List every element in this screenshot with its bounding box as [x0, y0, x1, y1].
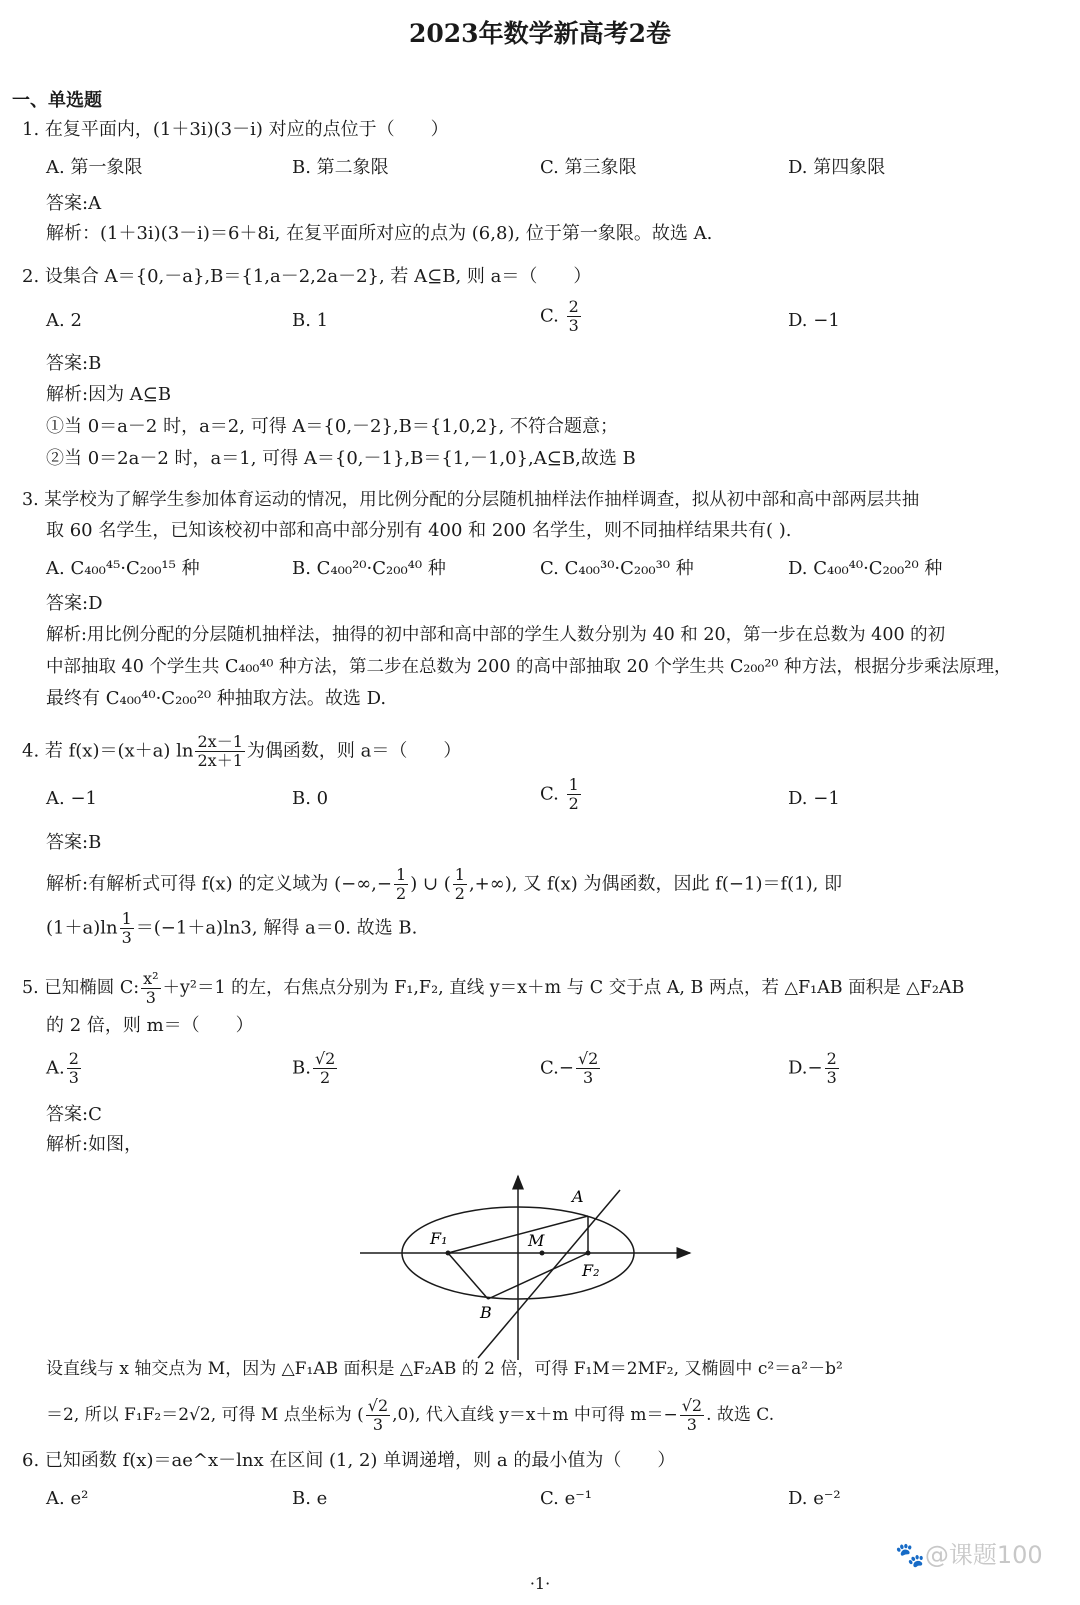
- q5-answer: 答案:C: [46, 1104, 102, 1125]
- q6-option-c: C. e⁻¹: [540, 1488, 592, 1509]
- q3-analysis-2: 中部抽取 40 个学生共 C₄₀₀⁴⁰ 种方法，第二步在总数为 200 的高中部抽取 20 个学生共 C₂₀₀²⁰ 种方法，根据分步乘法原理，: [46, 657, 1012, 677]
- point-m-label: M: [528, 1231, 545, 1250]
- question-1-stem: 1. 在复平面内，(1＋3i)(3－i) 对应的点位于（ ）: [22, 119, 449, 140]
- q6-option-a: A. e²: [46, 1488, 89, 1509]
- q3-answer: 答案:D: [46, 593, 103, 614]
- q2-option-b: B. 1: [292, 310, 329, 331]
- q4-answer: 答案:B: [46, 832, 102, 853]
- question-3-stem-2: 取 60 名学生，已知该校初中部和高中部分别有 400 和 200 名学生，则不同抽样结果共有( ).: [46, 520, 792, 541]
- q4-option-a: A. −1: [46, 788, 97, 809]
- q3-option-b: B. C₄₀₀²⁰·C₂₀₀⁴⁰ 种: [292, 558, 446, 579]
- q5-analysis-2: ＝2, 所以 F₁F₂＝2√2, 可得 M 点坐标为 ( $\frac{√2}{3}$ ,0), 代入直线 y＝x＋m 中可得 m＝− $\frac{√2}{3}$ . 故选 C.: [46, 1396, 775, 1434]
- q5-option-a: A. $\frac{2}{3}$: [46, 1049, 79, 1087]
- q3-analysis-1: 解析:用比例分配的分层随机抽样法，抽得的初中部和高中部的学生人数分别为 40 和 20，第一步在总数为 400 的初: [46, 625, 946, 645]
- question-2-stem: 2. 设集合 A＝{0,－a},B＝{1,a－2,2a－2}, 若 A⊆B, 则 a＝（ ）: [22, 266, 592, 287]
- q1-analysis: 解析：(1＋3i)(3－i)＝6＋8i, 在复平面所对应的点为 (6,8), 位于第一象限。故选 A.: [46, 223, 713, 244]
- question-5-stem-1: 5. 已知椭圆 C: $\frac{\text{x²}}{3}$ ＋y²＝1 的左，右焦点分别为 F₁,F₂, 直线 y＝x＋m 与 C 交于点 A, B 两点，若 △F₁AB 面积是 △F₂AB: [22, 969, 965, 1007]
- q3-option-d: D. C₄₀₀⁴⁰·C₂₀₀²⁰ 种: [788, 558, 943, 579]
- q6-option-d: D. e⁻²: [788, 1488, 841, 1509]
- document-title: 2023年数学新高考2卷: [409, 19, 671, 48]
- q4-option-b: B. 0: [292, 788, 329, 809]
- q2-analysis-1: 解析:因为 A⊆B: [46, 384, 172, 405]
- q2-analysis-2: ①当 0＝a－2 时，a＝2, 可得 A＝{0,－2},B＝{1,0,2}, 不符合题意；: [46, 416, 619, 437]
- q1-option-a: A. 第一象限: [46, 157, 143, 178]
- q3-analysis-3: 最终有 C₄₀₀⁴⁰·C₂₀₀²⁰ 种抽取方法。故选 D.: [46, 688, 387, 709]
- q4-option-c: C. $\frac{1}{2}$: [540, 775, 579, 813]
- point-f1-label: F₁: [430, 1229, 448, 1248]
- q2-option-d: D. −1: [788, 310, 840, 331]
- ellipse-diagram: [360, 1172, 700, 1362]
- question-3-stem-1: 3. 某学校为了解学生参加体育运动的情况，用比例分配的分层随机抽样法作抽样调查，拟从初中部和高中部两层共抽: [22, 490, 920, 510]
- q2-option-c: C. $\frac{2}{3}$: [540, 297, 579, 335]
- question-4-stem: 4. 若 f(x)＝(x＋a) ln $\frac{2x-1}{2x+1}$ 为偶函数，则 a＝（ ）: [22, 732, 462, 770]
- q3-option-a: A. C₄₀₀⁴⁵·C₂₀₀¹⁵ 种: [46, 558, 200, 579]
- q1-answer: 答案:A: [46, 193, 102, 214]
- q5-option-d: D.− $\frac{2}{3}$: [788, 1049, 837, 1087]
- q1-option-b: B. 第二象限: [292, 157, 389, 178]
- q1-option-c: C. 第三象限: [540, 157, 637, 178]
- point-f2-label: F₂: [582, 1261, 600, 1280]
- q3-option-c: C. C₄₀₀³⁰·C₂₀₀³⁰ 种: [540, 558, 694, 579]
- q2-option-a: A. 2: [46, 310, 82, 331]
- question-6-stem: 6. 已知函数 f(x)＝ae^x－lnx 在区间 (1, 2) 单调递增，则 a 的最小值为（ ）: [22, 1450, 676, 1471]
- q5-option-b: B. $\frac{√2}{2}$: [292, 1049, 336, 1087]
- point-a-label: A: [572, 1187, 584, 1206]
- section-heading: 一、单选题: [12, 90, 102, 111]
- q1-option-d: D. 第四象限: [788, 157, 886, 178]
- question-5-stem-2: 的 2 倍，则 m＝（ ）: [46, 1015, 254, 1036]
- q4-analysis-2: (1＋a)ln $\frac{1}{3}$ ＝(−1＋a)ln3, 解得 a＝0. 故选 B.: [46, 909, 418, 947]
- q2-answer: 答案:B: [46, 353, 102, 374]
- page-number: ·1·: [529, 1574, 551, 1593]
- fraction: $\frac{2x-1}{2x+1}$: [197, 732, 243, 770]
- q4-analysis-1: 解析:有解析式可得 f(x) 的定义域为 (−∞,− $\frac{1}{2}$ ) ∪ ( $\frac{1}{2}$ ,+∞), 又 f(x) 为偶函数，因此 f(−1)＝f(1), 即: [46, 865, 843, 903]
- q2-analysis-3: ②当 0＝2a－2 时，a＝1, 可得 A＝{0,－1},B＝{1,－1,0},A⊆B,故选 B: [46, 448, 636, 469]
- q5-analysis-intro: 解析:如图，: [46, 1134, 143, 1155]
- fraction: $\frac{1}{2}$: [568, 775, 579, 813]
- q5-option-c: C.− $\frac{√2}{3}$: [540, 1049, 599, 1087]
- q6-option-b: B. e: [292, 1488, 328, 1509]
- q5-analysis-1: 设直线与 x 轴交点为 M，因为 △F₁AB 面积是 △F₂AB 的 2 倍，可得 F₁M＝2MF₂, 又椭圆中 c²＝a²－b²: [46, 1359, 843, 1379]
- q4-option-d: D. −1: [788, 788, 840, 809]
- point-b-label: B: [480, 1303, 492, 1322]
- watermark: 🐾@课题100: [895, 1541, 1043, 1569]
- fraction: $\frac{2}{3}$: [568, 297, 579, 335]
